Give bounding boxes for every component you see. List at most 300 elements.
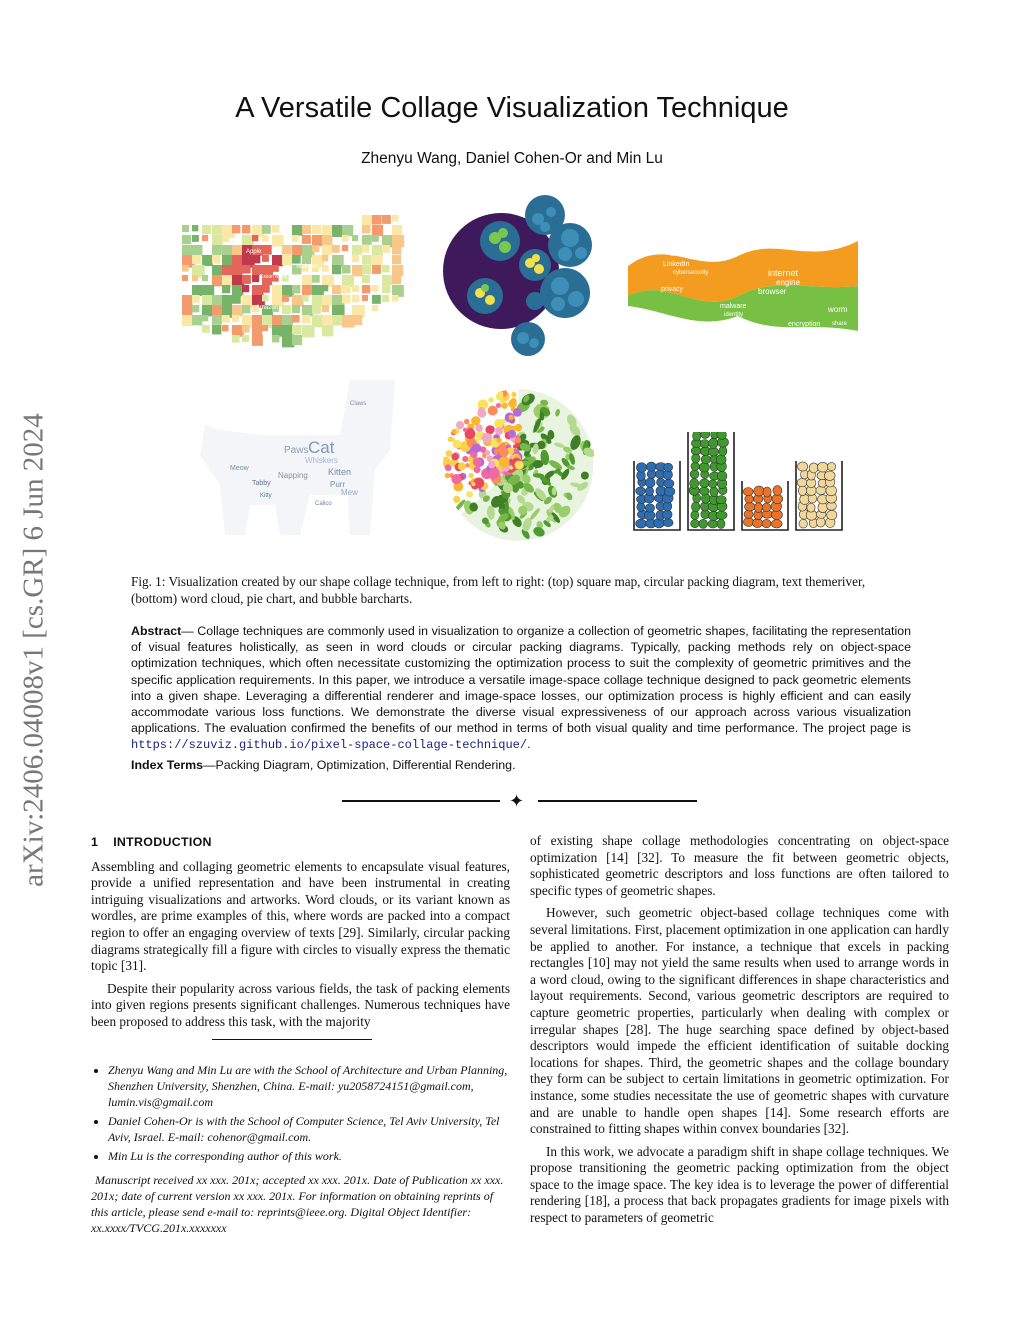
map-square — [362, 215, 372, 225]
map-square — [332, 285, 341, 294]
map-square — [182, 245, 194, 257]
map-square — [362, 275, 370, 283]
jar-bubble — [744, 518, 754, 527]
map-label-walmart: Walmart — [296, 264, 319, 270]
map-square — [252, 285, 264, 297]
pie-flower — [462, 456, 468, 462]
map-square — [342, 265, 351, 274]
map-square — [192, 305, 199, 312]
river-word-worm: worm — [828, 305, 848, 314]
map-square — [242, 285, 249, 292]
jar-bubble — [709, 438, 718, 448]
jar-bubble — [646, 478, 656, 488]
jar-bubble — [817, 462, 828, 472]
jar-bubble — [699, 519, 708, 528]
map-square — [382, 295, 389, 302]
map-square — [232, 255, 242, 265]
map-square — [292, 295, 304, 307]
map-square — [262, 225, 271, 234]
intro-paragraph-1: Assembling and collaging geometric elements to encapsulate visual features, provide a unified representation and have been instrumental in creating intriguing visualizations and artworks. Word clouds, or its variant known as wordles, are prime examples of this, where words are packed into a compact region to offer an engaging overview of texts [29]. Similarly, circular packing diagrams strategically fill a figure with circles to visually express the thematic topic [31]. — [91, 858, 510, 974]
map-square — [382, 245, 390, 253]
cat-word-claws: Claws — [350, 401, 367, 407]
jar-bubble — [663, 519, 673, 527]
cat-word-meow: Meow — [230, 465, 249, 472]
jar-bubble — [799, 519, 807, 528]
jar-bubble — [636, 487, 646, 495]
map-square — [192, 255, 201, 264]
pie-flower — [465, 463, 469, 467]
arxiv-stamp: arXiv:2406.04008v1 [cs.GR] 6 Jun 2024 — [17, 413, 50, 887]
map-square — [292, 285, 300, 293]
paper-authors: Zhenyu Wang, Daniel Cohen-Or and Min Lu — [361, 150, 663, 167]
jar-bubble — [646, 487, 654, 496]
pie-flower — [515, 437, 521, 443]
map-square — [212, 325, 221, 334]
jar-bubble — [771, 520, 782, 528]
map-square — [292, 315, 300, 323]
map-square — [192, 295, 200, 303]
jar-bubble — [691, 462, 699, 470]
jar-bubble — [773, 486, 782, 496]
map-square — [262, 245, 272, 255]
map-square — [222, 245, 233, 256]
pie-flower — [482, 433, 492, 443]
jar-bubble — [693, 432, 701, 441]
map-square — [182, 225, 189, 232]
cat-word-kitty: Kitty — [260, 493, 272, 499]
map-square — [212, 225, 222, 235]
footnotes — [91, 1062, 511, 1236]
map-square — [202, 255, 213, 266]
map-square — [392, 225, 402, 235]
map-square — [202, 305, 213, 316]
section-heading: 1 INTRODUCTION — [91, 835, 212, 849]
map-square — [232, 245, 243, 256]
map-square — [312, 275, 320, 283]
map-square — [212, 245, 222, 255]
map-square — [282, 295, 289, 302]
map-square — [342, 245, 348, 251]
map-square — [192, 285, 203, 296]
river-word-malware: malware — [720, 303, 747, 310]
river-word-internet: internet — [768, 268, 799, 278]
pie-flower — [468, 473, 473, 478]
map-square — [242, 225, 250, 233]
map-square — [292, 235, 299, 242]
map-square — [242, 325, 250, 333]
pie-flower — [509, 415, 514, 420]
cat-word-paws: Paws — [284, 445, 309, 456]
river-word-email: email — [670, 251, 687, 258]
map-square — [292, 335, 302, 345]
jar-bubble — [827, 462, 835, 470]
map-square — [212, 235, 223, 246]
pie-flower — [472, 482, 476, 486]
map-square — [222, 295, 232, 305]
map-square — [252, 325, 262, 335]
pie-flower — [489, 468, 500, 479]
map-square — [272, 255, 283, 266]
pie-flower — [446, 450, 453, 457]
bubble-barchart-figure — [632, 432, 844, 532]
jar-bubble — [827, 510, 837, 519]
right-column — [530, 833, 949, 1233]
divider-left — [342, 800, 500, 802]
jar-bubble — [745, 495, 754, 503]
pie-flower — [485, 450, 490, 455]
pie-flower — [472, 443, 481, 452]
map-square — [332, 315, 343, 326]
map-square — [212, 255, 220, 263]
map-square — [302, 305, 313, 316]
river-word-cybersecurity: cybersecurity — [673, 270, 709, 276]
map-square — [202, 275, 208, 281]
map-square — [342, 235, 349, 242]
map-square — [292, 255, 301, 264]
map-square — [302, 325, 314, 337]
map-square — [332, 245, 340, 253]
jar-bubble — [636, 463, 646, 473]
map-square — [352, 285, 359, 292]
jar-bubble — [664, 487, 674, 496]
jar-bubble — [743, 488, 753, 496]
jar-bubble — [690, 479, 699, 489]
footnote-1: • Zhenyu Wang and Min Lu are with the School of Architecture and Urban Planning, Shenzhen University, Shenzhen, China. E-mail: yu2058724151@gmail.com, lumin.vis@gmail.com — [108, 1062, 511, 1110]
map-square — [232, 285, 243, 296]
map-square — [342, 225, 353, 236]
map-square — [302, 295, 309, 302]
map-square — [262, 235, 268, 241]
map-square — [342, 285, 351, 294]
figure-caption: Fig. 1: Visualization created by our shape collage technique, from left to right: (top) square map, circular packing diagram, text themeriver, (bottom) word cloud, pie chart, and bubble barcharts. — [131, 574, 866, 606]
map-square — [322, 255, 328, 261]
jar-bubble — [807, 503, 815, 512]
jar-bubble — [744, 510, 753, 518]
map-square — [252, 315, 263, 326]
paper-title: A Versatile Collage Visualization Technique — [235, 92, 789, 124]
map-square — [282, 255, 292, 265]
jar-bubble — [699, 487, 709, 495]
pie-flower — [497, 438, 502, 443]
pie-flower — [515, 424, 523, 432]
jar-bubble — [701, 455, 711, 464]
map-square — [242, 275, 251, 284]
map-square — [232, 335, 240, 343]
pie-flower — [451, 453, 458, 460]
footnote-2: • Daniel Cohen-Or is with the School of Computer Science, Tel Aviv University, Tel Aviv, Israel. E-mail: cohenor@gmail.com. — [108, 1113, 511, 1145]
manuscript-note: Manuscript received xx xxx. 201x; accepted xx xxx. 201x. Date of Publication xx xxx. 201x; date of current version xx xxx. 201x. For information on obtaining reprints of this article, please send e-mail to: reprints@ieee.org. Digital Object Identifier: xx.xxxx/TVCG.201x.xxxxxxx — [91, 1173, 504, 1235]
map-square — [372, 235, 379, 242]
map-square — [232, 265, 242, 275]
jar-bubble — [716, 496, 726, 504]
jar-bubble — [646, 462, 656, 471]
river-word-linkedin: LinkedIn — [663, 261, 690, 268]
map-label-apple: Apple — [246, 249, 262, 255]
map-square — [372, 225, 383, 236]
jar-bubble — [701, 432, 710, 438]
map-square — [372, 305, 378, 311]
pie-flower — [499, 448, 508, 457]
map-square — [332, 265, 341, 274]
jar-bubble — [700, 479, 710, 488]
map-square — [322, 245, 332, 255]
pie-flower — [511, 392, 516, 397]
map-square — [222, 325, 228, 331]
map-square — [252, 335, 263, 346]
map-square — [382, 265, 389, 272]
cat-word-napping: Napping — [278, 471, 308, 480]
jar-bubble — [745, 502, 756, 511]
map-square — [382, 275, 392, 285]
map-square — [332, 255, 344, 267]
map-square — [372, 265, 381, 274]
pie-flower — [456, 421, 464, 429]
map-square — [362, 265, 371, 274]
map-square — [322, 235, 332, 245]
map-square — [182, 305, 192, 315]
intro-paragraph-3: of existing shape collage methodologies concentrating on object-space optimization [14] [32]. To measure the fit between geometric objects, sophisticated geometric descriptors and loss functions are often tailored to specific types of geometric shapes. — [530, 833, 949, 898]
jar-bubble — [754, 503, 762, 513]
jar-bubble — [700, 440, 709, 448]
map-square — [262, 295, 268, 301]
map-square — [182, 235, 191, 244]
map-square — [312, 225, 321, 234]
jar-bubble — [690, 470, 699, 479]
river-word-encryption: encryption — [788, 321, 821, 328]
map-square — [272, 265, 279, 272]
map-square — [352, 295, 359, 302]
cat-word-calico: Calico — [315, 501, 332, 507]
map-square — [362, 245, 370, 253]
jar-bubble — [754, 486, 765, 496]
map-square — [232, 315, 239, 322]
map-square — [192, 275, 198, 281]
map-square — [362, 285, 370, 293]
map-square — [362, 255, 372, 265]
jar-bubble — [816, 486, 826, 494]
square-map-figure — [178, 205, 413, 350]
jar-bubble — [762, 519, 771, 527]
map-square — [312, 235, 323, 246]
map-square — [222, 235, 229, 242]
map-label-exxon: Exxon Mobil — [260, 274, 288, 280]
map-square — [392, 245, 401, 254]
index-terms: Index Terms—Packing Diagram, Optimization, Differential Rendering. — [131, 758, 516, 772]
map-square — [252, 275, 259, 282]
map-square — [352, 255, 359, 262]
cat-word-cat: Cat — [308, 438, 335, 457]
intro-paragraph-4: However, such geometric object-based collage techniques come with several limitations. First, placement optimization in one application can hardly be applied to another. For instance, a technique that excels in packing rectangles [10] may not yield the same results when used to arrange words in a word cloud, owing to the significant differences in shape characteristics and layout requirements. Second, various geometric descriptors are required to capture geometric properties, particularly when dealing with complex or irregular shapes [28]. The huge searching space defined by object-based descriptors would impede the efficient identification of suitable docking locations for shapes. Third, the geometric shapes and the collage boundary they form can be subject to certain limitations in geometric optimization. For instance, some studies necessitate the use of geometric shapes with curvature and are unable to handle open shapes [14]. Some research efforts are constrained to fitting shapes within convex boundaries [32]. — [530, 905, 949, 1137]
map-square — [372, 255, 383, 266]
jar-bubble — [809, 463, 818, 473]
map-square — [182, 275, 188, 281]
pie-flower — [495, 427, 503, 435]
left-column — [91, 834, 510, 1037]
map-square — [392, 215, 399, 222]
pie-flower — [508, 430, 516, 438]
pie-flower — [488, 406, 498, 416]
map-square — [252, 255, 260, 263]
map-square — [232, 325, 244, 337]
jar-bubble — [636, 519, 647, 528]
pie-flower — [473, 458, 481, 466]
map-square — [302, 315, 310, 323]
map-square — [392, 295, 398, 301]
jar-bubble — [717, 432, 726, 439]
map-square — [212, 275, 223, 286]
map-square — [322, 265, 329, 272]
map-square — [292, 225, 303, 236]
map-square — [352, 235, 358, 241]
pie-flower — [515, 461, 524, 470]
map-square — [382, 285, 390, 293]
intro-paragraph-2: Despite their popularity across various fields, the task of packing elements into given regions presents significant challenges. Numerous techniques have been proposed to address this task, with the majority — [91, 980, 510, 1029]
pie-flower — [496, 393, 504, 401]
pie-flower — [453, 496, 460, 503]
pie-leaf — [552, 487, 557, 495]
map-square — [202, 235, 208, 241]
map-square — [262, 255, 269, 262]
map-square — [282, 315, 293, 326]
river-word-engine: engine — [776, 278, 801, 287]
pie-flower — [499, 443, 506, 450]
jar-bubble — [664, 463, 673, 471]
map-square — [382, 215, 391, 224]
pie-flower — [448, 436, 454, 442]
jar-bubble — [710, 487, 718, 497]
river-word-privacy: privacy — [661, 286, 684, 293]
pie-flower — [463, 428, 467, 432]
jar-bubble — [717, 471, 727, 480]
footnote-rule — [212, 1039, 372, 1040]
cat-word-cloud-figure — [200, 375, 395, 540]
jar-bubble — [824, 471, 835, 480]
map-square — [242, 305, 250, 313]
cat-word-whiskers: Whiskers — [305, 456, 338, 465]
map-square — [272, 235, 284, 247]
map-square — [342, 295, 350, 303]
map-square — [272, 325, 284, 337]
jar-bubble — [817, 517, 826, 527]
map-label-amazon: Amazon — [256, 305, 279, 311]
project-url-link[interactable]: https://szuviz.github.io/pixel-space-collage-technique/ — [131, 738, 528, 753]
pie-flower — [477, 409, 486, 418]
map-square — [302, 235, 311, 244]
map-square — [352, 315, 362, 325]
map-square — [202, 325, 210, 333]
map-square — [182, 265, 189, 272]
pie-chart-figure — [440, 385, 598, 545]
pie-flower — [451, 474, 461, 484]
river-word-browser: browser — [758, 287, 787, 296]
map-square — [282, 305, 291, 314]
map-square — [242, 335, 249, 342]
jar-bubble — [763, 487, 771, 497]
divider-star-icon: ✦ — [509, 791, 525, 812]
map-square — [372, 245, 383, 256]
map-square — [362, 295, 368, 301]
pie-flower — [513, 408, 522, 417]
jar-bubble — [664, 479, 674, 488]
pie-flower — [488, 397, 494, 403]
pie-flower — [508, 399, 517, 408]
jar-bubble — [709, 480, 717, 488]
map-square — [352, 245, 362, 255]
map-square — [322, 285, 328, 291]
map-square — [322, 295, 332, 305]
abstract: Abstract— Collage techniques are commonly used in visualization to organize a collection of geometric shapes, facilitating the representation of visual features holistically, as seen in word clouds or circular packing diagrams. Typically, packing methods rely on object-space optimization techniques, which often necessitate customizing the optimization process to suit the complexity of geometric primitives and the specific application requirements. In this paper, we introduce a versatile image-space collage technique designed to pack geometric elements into a given shape. Leveraging a differential renderer and image-space losses, our optimization process is highly efficient and can easily accommodate various loss functions. We demonstrate the diverse visual expressiveness of our approach across various visualization applications. The evaluation confirmed the benefits of our method in terms of both visual quality and time performance. The project page is https://szuviz.github.io/pixel-space-collage-technique/. — [131, 624, 911, 753]
map-square — [232, 225, 240, 233]
map-square — [292, 305, 300, 313]
jar-bubble — [797, 478, 807, 486]
pie-flower — [474, 466, 481, 473]
map-square — [232, 295, 241, 304]
pie-flower — [452, 429, 457, 434]
map-square — [222, 315, 230, 323]
map-square — [282, 245, 292, 255]
pie-flower — [499, 457, 510, 468]
cat-word-mew: Mew — [341, 488, 358, 497]
pie-flower — [488, 461, 495, 468]
jar-bubble — [798, 462, 808, 471]
map-square — [312, 295, 324, 307]
map-square — [262, 285, 270, 293]
map-square — [212, 305, 223, 316]
map-square — [262, 325, 268, 331]
map-square — [192, 225, 198, 231]
map-square — [322, 315, 332, 325]
circle-packing-figure — [440, 193, 602, 356]
map-square — [302, 275, 312, 285]
map-square — [292, 245, 303, 256]
pie-flower — [496, 403, 501, 408]
text-themeriver-figure — [628, 236, 858, 336]
river-word-identity: identity — [724, 312, 744, 318]
map-square — [192, 235, 199, 242]
map-square — [352, 265, 363, 276]
map-square — [222, 285, 230, 293]
map-square — [322, 305, 329, 312]
map-square — [212, 315, 222, 325]
footnote-3: • Min Lu is the corresponding author of this work. — [108, 1148, 511, 1164]
map-square — [222, 255, 232, 265]
pie-flower — [453, 440, 462, 449]
jar-bubble — [717, 519, 725, 528]
jar-bubble — [645, 504, 654, 512]
map-square — [192, 245, 202, 255]
jar-bubble — [708, 520, 718, 528]
map-square — [232, 305, 243, 316]
jar-bubble — [699, 463, 709, 473]
map-square — [182, 315, 193, 326]
map-square — [362, 225, 371, 234]
intro-paragraph-5: In this work, we advocate a paradigm shift in shape collage techniques. We propose transitioning the geometric packing optimization from the object space to the image space. The key idea is to leverage the power of differential rendering [18], a process that back propagates gradients for image pixels with respect to parameters of geometric — [530, 1143, 949, 1226]
map-square — [212, 295, 223, 306]
map-square — [202, 225, 211, 234]
jar-bubble — [762, 503, 770, 512]
pie-flower — [499, 400, 503, 404]
pie-flower — [464, 419, 470, 425]
map-square — [312, 245, 319, 252]
map-square — [292, 325, 302, 335]
map-square — [272, 335, 279, 342]
map-square — [392, 275, 401, 284]
jar-bubble — [691, 520, 700, 528]
jar-bubble — [716, 511, 727, 519]
cat-word-kitten: Kitten — [328, 467, 352, 477]
map-square — [302, 255, 311, 264]
map-square — [372, 215, 382, 225]
